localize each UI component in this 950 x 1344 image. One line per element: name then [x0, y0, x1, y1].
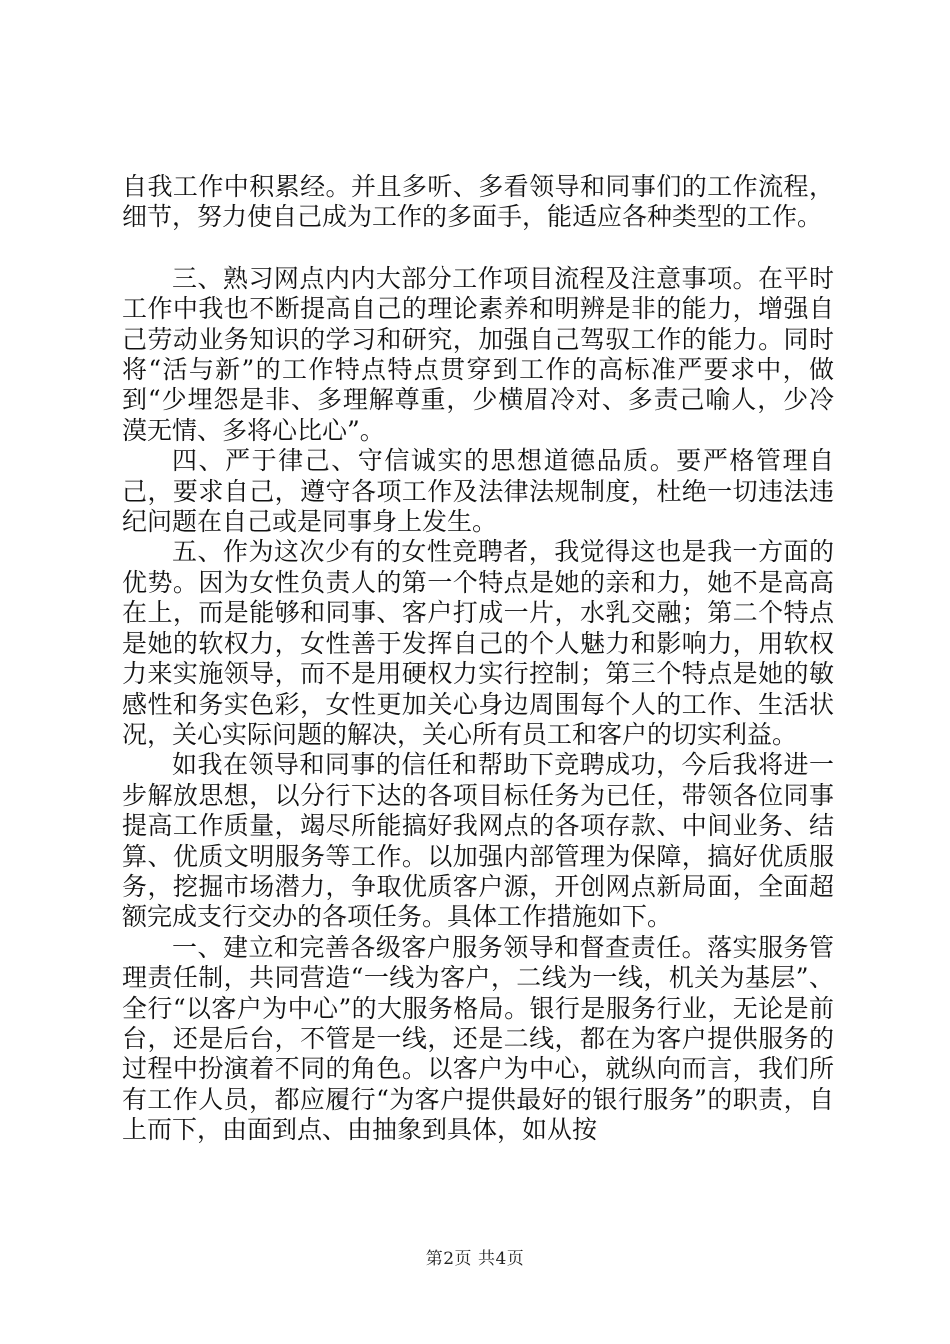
paragraph-section-four: 四、严于律己、守信诚实的思想道德品质。要严格管理自己，要求自己，遵守各项工作及法律法规制度，杜绝一切违法违纪问题在自己或是同事身上发生。	[122, 446, 834, 537]
document-body	[122, 172, 834, 1146]
paragraph-plan-intro: 如我在领导和同事的信任和帮助下竞聘成功，今后我将进一步解放思想，以分行下达的各项目标任务为已任，带领各位同事提高工作质量，竭尽所能搞好我网点的各项存款、中间业务、结算、优质文明服务等工作。以加强内部管理为保障，搞好优质服务，挖掘市场潜力，争取优质客户源，开创网点新局面，全面超额完成支行交办的各项任务。具体工作措施如下。	[122, 750, 834, 932]
paragraph-continued: 自我工作中积累经。并且多听、多看领导和同事们的工作流程，细节，努力使自己成为工作的多面手，能适应各种类型的工作。	[122, 172, 834, 232]
paragraph-section-five: 五、作为这次少有的女性竞聘者，我觉得这也是我一方面的优势。因为女性负责人的第一个特点是她的亲和力，她不是高高在上，而是能够和同事、客户打成一片，水乳交融；第二个特点是她的软权力，女性善于发挥自己的个人魅力和影响力，用软权力来实施领导，而不是用硬权力实行控制；第三个特点是她的敏感性和务实色彩，女性更加关心身边周围每个人的工作、生活状况，关心实际问题的解决，关心所有员工和客户的切实利益。	[122, 537, 834, 749]
paragraph-measure-one: 一、建立和完善各级客户服务领导和督查责任。落实服务管理责任制，共同营造“一线为客户，二线为一线，机关为基层”、全行“以客户为中心”的大服务格局。银行是服务行业，无论是前台，还是后台，不管是一线，还是二线，都在为客户提供服务的过程中扮演着不同的角色。以客户为中心，就纵向而言，我们所有工作人员，都应履行“为客户提供最好的银行服务”的职责，自上而下，由面到点、由抽象到具体，如从按	[122, 932, 834, 1145]
paragraph-section-three: 三、熟习网点内内大部分工作项目流程及注意事项。在平时工作中我也不断提高自己的理论素养和明辨是非的能力，增强自己劳动业务知识的学习和研究，加强自己驾驭工作的能力。同时将“活与新”的工作特点特点贯穿到工作的高标准严要求中，做到“少埋怨是非、多理解尊重，少横眉冷对、多责己喻人，少冷漠无情、多将心比心”。	[122, 263, 834, 445]
page-number-footer: 第2页 共4页	[425, 1249, 525, 1269]
